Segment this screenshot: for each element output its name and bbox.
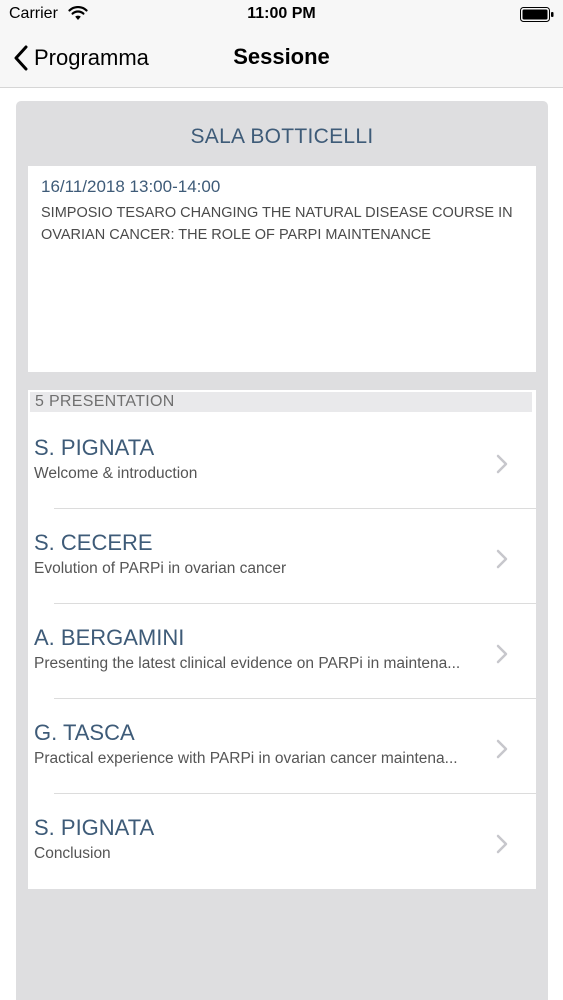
presentation-speaker: A. BERGAMINI (34, 625, 185, 650)
session-panel (16, 101, 548, 1000)
chevron-right-icon (496, 834, 508, 854)
battery-icon (520, 7, 554, 22)
presentation-title: Practical experience with PARPi in ovarian cancer maintena... (34, 750, 458, 767)
presentations-count: 5 PRESENTATION (35, 393, 175, 410)
status-time: 11:00 PM (247, 5, 316, 22)
presentation-row[interactable] (28, 699, 536, 794)
room-title: SALA BOTTICELLI (190, 125, 374, 148)
presentations-list (28, 390, 536, 889)
chevron-right-icon (496, 549, 508, 569)
session-info-card (28, 166, 536, 372)
presentation-title: Welcome & introduction (34, 465, 198, 482)
page-title: Sessione (233, 44, 330, 69)
presentation-row[interactable] (28, 414, 536, 509)
presentation-row[interactable] (28, 509, 536, 604)
presentation-speaker: S. CECERE (34, 530, 153, 555)
presentation-title: Presenting the latest clinical evidence on PARPi in maintena... (34, 655, 461, 672)
carrier-label: Carrier (9, 5, 58, 22)
presentation-title: Conclusion (34, 845, 111, 862)
session-title: SIMPOSIO TESARO CHANGING THE NATURAL DISEASE COURSE IN OVARIAN CANCER: THE ROLE OF PARPI MAINTENANCE (41, 205, 513, 243)
chevron-right-icon (496, 644, 508, 664)
presentation-row[interactable] (28, 794, 536, 889)
presentation-speaker: G. TASCA (34, 720, 135, 745)
session-datetime: 16/11/2018 13:00-14:00 (41, 177, 221, 196)
presentation-speaker: S. PIGNATA (34, 435, 155, 460)
back-button-label: Programma (34, 45, 149, 70)
status-bar (0, 0, 563, 30)
chevron-right-icon (496, 454, 508, 474)
presentation-title: Evolution of PARPi in ovarian cancer (34, 560, 287, 577)
presentations-header (30, 392, 532, 412)
presentation-speaker: S. PIGNATA (34, 815, 155, 840)
navigation-bar (0, 30, 563, 88)
chevron-right-icon (496, 739, 508, 759)
presentation-row[interactable] (28, 604, 536, 699)
